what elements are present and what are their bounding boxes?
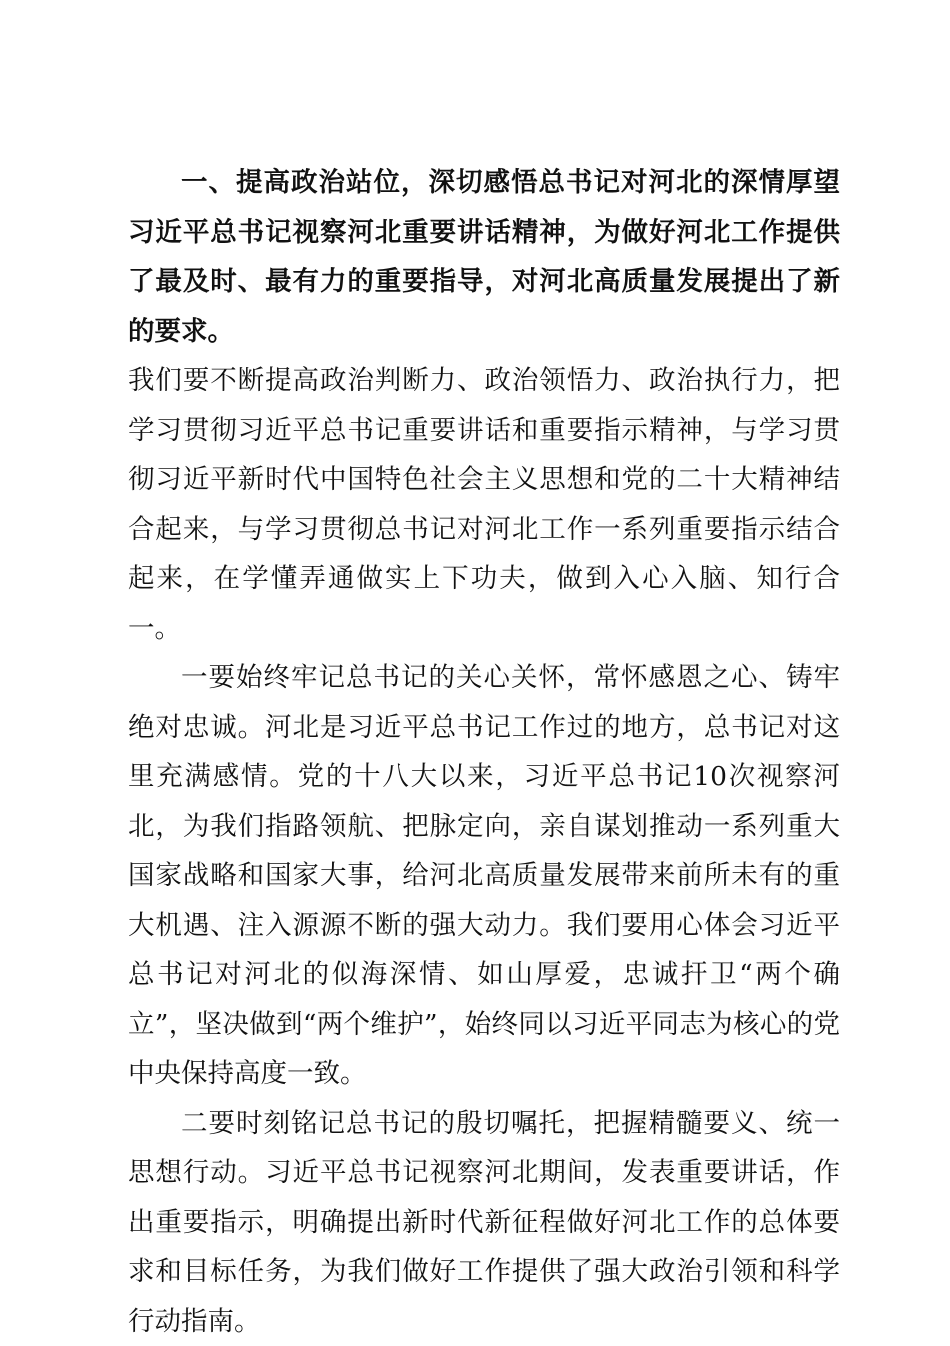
document-body: [128, 158, 840, 1346]
body-paragraph: 二要时刻铭记总书记的殷切嘱托，把握精髓要义、统一思想行动。习近平总书记视察河北期间，发表重要讲话，作出重要指示，明确提出新时代新征程做好河北工作的总体要求和目标任务，为我们做好工作提供了强大政治引领和科学行动指南。: [128, 1099, 840, 1346]
body-paragraph: 我们要不断提高政治判断力、政治领悟力、政治执行力，把学习贯彻习近平总书记重要讲话和重要指示精神，与学习贯彻习近平新时代中国特色社会主义思想和党的二十大精神结合起来，与学习贯彻总书记对河北工作一系列重要指示结合起来，在学懂弄通做实上下功夫，做到入心入脑、知行合一。: [128, 356, 840, 653]
section-heading: 一、提高政治站位，深切感悟总书记对河北的深情厚望习近平总书记视察河北重要讲话精神，为做好河北工作提供了最及时、最有力的重要指导，对河北高质量发展提出了新的要求。: [128, 158, 840, 356]
body-paragraph: 一要始终牢记总书记的关心关怀，常怀感恩之心、铸牢绝对忠诚。河北是习近平总书记工作过的地方，总书记对这里充满感情。党的十八大以来，习近平总书记10次视察河北，为我们指路领航、把脉定向，亲自谋划推动一系列重大国家战略和国家大事，给河北高质量发展带来前所未有的重大机遇、注入源源不断的强大动力。我们要用心体会习近平总书记对河北的似海深情、如山厚爱，忠诚扞卫“两个确立”，坚决做到“两个维护”，始终同以习近平同志为核心的党中央保持高度一致。: [128, 653, 840, 1099]
